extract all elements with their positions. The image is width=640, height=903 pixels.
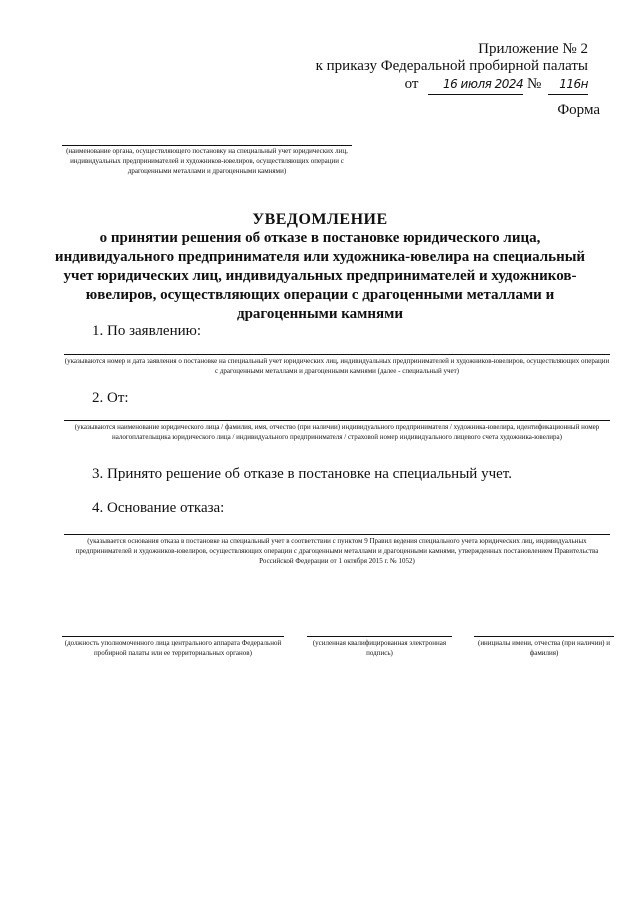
signature-caption: (усиленная квалифицированная электронная подпись): [312, 639, 447, 657]
section-4-label: 4. Основание отказа:: [92, 500, 225, 516]
section-2-field-line: [64, 420, 610, 421]
date-prefix: от: [404, 76, 419, 92]
section-1-caption: (указываются номер и дата заявления о постановке на специальный учет юридических лиц, индивидуальных предпринимателей и художников-ювелиров, осуществляющих операции с драгоценными металлами и драгоценными камнями (далее - специальный учет): [64, 357, 610, 375]
document-subtitle: о принятии решения об отказе в постановке юридического лица, индивидуального предпринимателя или художника-ювелира на специальный учет юридических лиц, индивидуальных предпринимателей и художников-ювелиров, осуществляющих операции с драгоценными металлами и драгоценными камнями: [54, 230, 586, 322]
handwritten-number: 116н: [548, 75, 588, 95]
section-4-caption: (указывается основания отказа в постановке на специальный учет в соответствии с пунктом 9 Правил ведения специального учета юридических лиц, индивидуальных предпринимателей и художников-ювелиров, осуществляющих операции с драгоценными металлами и драгоценными камнями, утвержденных постановлением Правительства Российской Федерации от 1 октября 2015 г. № 1052): [75, 537, 599, 565]
handwritten-date: 16 июля 2024: [428, 75, 523, 95]
section-1-field-line: [64, 354, 610, 355]
order-reference: к приказу Федеральной пробирной палаты: [315, 58, 588, 74]
name-field-line: [474, 636, 614, 637]
position-field-line: [62, 636, 284, 637]
org-field-caption: (наименование органа, осуществляющего постановку на специальный учет юридических лиц, индивидуальных предпринимателей и художников-ювелиров, осуществляющих операции с драгоценными металлами и драгоценными камнями): [66, 147, 348, 175]
signature-field-line: [307, 636, 452, 637]
name-caption: (инициалы имени, отчества (при наличии) и фамилия): [477, 639, 611, 657]
form-label: Форма: [557, 102, 600, 118]
section-3-statement: 3. Принято решение об отказе в постановке на специальный учет.: [92, 466, 512, 482]
order-date-line: [405, 75, 588, 95]
section-2-label: 2. От:: [92, 390, 129, 406]
appendix-label: Приложение № 2: [478, 41, 588, 57]
section-2-caption: (указываются наименование юридического лица / фамилия, имя, отчество (при наличии) индивидуального предпринимателя / художника-ювелира, идентификационный номер налогоплательщика юридического лица / индивидуального предпринимателя / страховой номер индивидуального лицевого счета художника-ювелира): [74, 423, 600, 441]
document-title: УВЕДОМЛЕНИЕ: [252, 211, 388, 228]
section-1-label: 1. По заявлению:: [92, 323, 202, 339]
number-prefix: №: [526, 76, 542, 92]
position-caption: (должность уполномоченного лица центрального аппарата Федеральной пробирной палаты или ее территориальных органов): [64, 639, 282, 657]
section-4-field-line: [64, 534, 610, 535]
